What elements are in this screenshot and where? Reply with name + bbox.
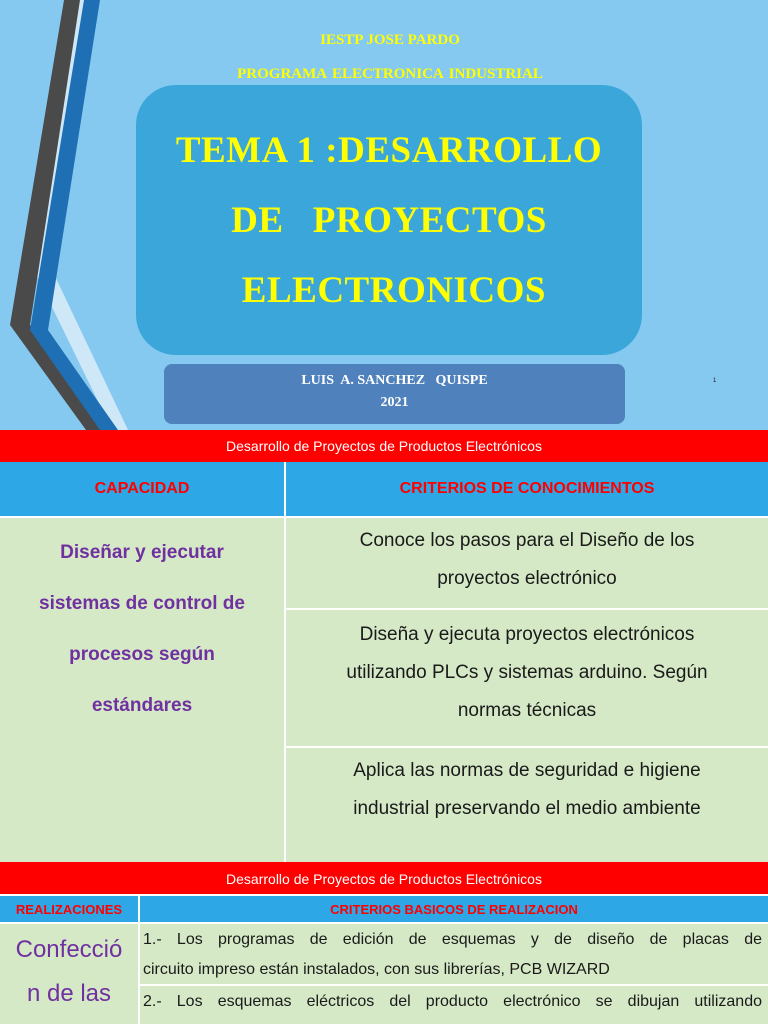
- criteria-line: normas técnicas: [457, 700, 597, 721]
- capacity-line: estándares: [91, 695, 193, 716]
- capacity-table: [0, 462, 768, 862]
- criteria-line: Conoce los pasos para el Diseño de los: [359, 530, 695, 551]
- author-box: [164, 364, 625, 424]
- slide-title-line: DE PROYECTOS: [231, 200, 547, 241]
- criteria-line: Aplica las normas de seguridad e higiene: [353, 760, 701, 781]
- capacity-line: sistemas de control de: [39, 593, 245, 614]
- program-name: PROGRAMA ELECTRONICA INDUSTRIAL: [237, 66, 543, 82]
- realization-cell: [0, 924, 138, 1024]
- header-realizations: REALIZACIONES: [0, 896, 138, 922]
- capacity-cell: [0, 518, 284, 862]
- realizations-table: [0, 894, 768, 1024]
- row-divider: [0, 516, 768, 518]
- criteria-line: proyectos electrónico: [437, 568, 617, 589]
- year-label: 2021: [380, 395, 409, 410]
- author-name: LUIS A. SANCHEZ QUISPE: [301, 373, 488, 388]
- realization-criteria-line: 2.- Los esquemas eléctricos del producto electrónico se dibujan utilizando: [140, 986, 768, 1024]
- capacity-line: procesos según: [69, 644, 215, 665]
- criteria-line: utilizando PLCs y sistemas arduino. Según: [346, 662, 708, 683]
- criteria-line: Diseña y ejecuta proyectos electrónicos: [359, 624, 695, 645]
- criteria-line: industrial preservando el medio ambiente: [353, 798, 701, 819]
- header-realization-criteria: CRITERIOS BASICOS DE REALIZACION: [140, 896, 768, 922]
- row-divider: [286, 608, 768, 610]
- institute-name: IESTP JOSE PARDO: [320, 32, 460, 48]
- section-banner: Desarrollo de Proyectos de Productos Electrónicos: [0, 430, 768, 462]
- decorative-stripes: [0, 0, 140, 430]
- header-criteria: CRITERIOS DE CONOCIMIENTOS: [286, 462, 768, 516]
- column-divider: [284, 462, 286, 862]
- realization-criteria-line: circuito impreso están instalados, con sus librerías, PCB WIZARD: [140, 954, 768, 984]
- criteria-cell: [286, 518, 768, 608]
- row-divider: [286, 746, 768, 748]
- criteria-cell: [286, 748, 768, 862]
- page-number: 1: [713, 378, 717, 384]
- cover-slide: [0, 0, 768, 430]
- section-banner: Desarrollo de Proyectos de Productos Electrónicos: [0, 862, 768, 894]
- header-capacity: CAPACIDAD: [0, 462, 284, 516]
- realization-line: Confecció: [15, 936, 123, 963]
- capacity-line: Diseñar y ejecutar: [60, 542, 224, 563]
- title-box: [136, 85, 642, 355]
- criteria-cell: [286, 610, 768, 746]
- realization-criteria-line: 1.- Los programas de edición de esquemas y de diseño de placas de: [140, 924, 768, 954]
- slide-title-line: ELECTRONICOS: [232, 270, 546, 311]
- realization-line: n de las: [26, 980, 112, 1007]
- slide-title-line: TEMA 1 :DESARROLLO: [175, 130, 603, 171]
